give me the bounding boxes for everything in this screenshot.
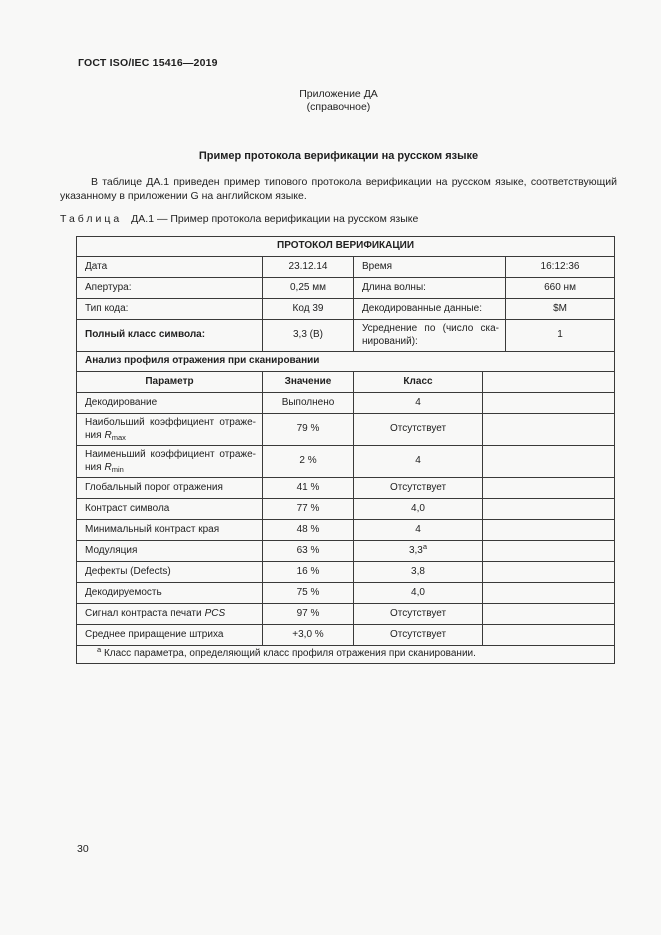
cell-parameter: Дефекты (Defects) [77, 562, 263, 583]
cell-grade: Отсутствует [354, 414, 483, 446]
verification-table [76, 236, 614, 664]
parameter-text: Сигнал контраста печати [85, 607, 202, 619]
cell-empty [483, 499, 615, 520]
subscript-max: max [111, 432, 126, 442]
cell-parameter: Декодирование [77, 393, 263, 414]
parameter-line2: ния [85, 461, 102, 473]
cell-label: Полный класс символа: [77, 320, 263, 352]
label-line2: нирований): [362, 335, 418, 347]
column-header-empty [483, 372, 615, 393]
parameter-line2: ния [85, 429, 102, 441]
cell-empty [483, 393, 615, 414]
cell-value: +3,0 % [263, 625, 354, 646]
table-row [77, 446, 615, 478]
cell-grade: Отсутствует [354, 604, 483, 625]
page-number: 30 [77, 843, 89, 855]
running-header: ГОСТ ISO/IEC 15416—2019 [78, 57, 218, 69]
cell-empty [483, 541, 615, 562]
table-row [77, 520, 615, 541]
column-header-value: Значение [263, 372, 354, 393]
table-row [77, 541, 615, 562]
label-line1: Усреднение по (число ска- [362, 323, 499, 334]
table-row [77, 583, 615, 604]
table-row [77, 499, 615, 520]
superscript-a: a [422, 541, 428, 551]
footnote-superscript-a: a [97, 645, 102, 655]
cell-grade: 4,0 [354, 499, 483, 520]
cell-label: Дата [77, 257, 263, 278]
protocol-info-table [76, 236, 615, 352]
table-caption-text: ДА.1 — Пример протокола верификации на русском языке [131, 213, 419, 225]
column-header-parameter: Параметр [77, 372, 263, 393]
cell-grade: 4 [354, 520, 483, 541]
table-row [77, 478, 615, 499]
cell-grade: 4 [354, 393, 483, 414]
cell-parameter [77, 446, 263, 478]
section-header-row [77, 352, 615, 372]
cell-value: 77 % [263, 499, 354, 520]
scan-analysis-table [76, 351, 615, 664]
cell-label: Апертура: [77, 278, 263, 299]
cell-value: 2 % [263, 446, 354, 478]
annex-heading [60, 88, 617, 114]
cell-value: 97 % [263, 604, 354, 625]
cell-label: Тип кода: [77, 299, 263, 320]
footnote-cell [77, 646, 615, 664]
cell-value: 63 % [263, 541, 354, 562]
table-row [77, 278, 615, 299]
cell-parameter: Минимальный контраст края [77, 520, 263, 541]
column-header-grade: Класс [354, 372, 483, 393]
table-row [77, 320, 615, 352]
table-caption [60, 213, 617, 225]
r-symbol: R [104, 429, 112, 441]
table-title-row [77, 237, 615, 257]
cell-parameter [77, 414, 263, 446]
cell-label [354, 320, 506, 352]
intro-paragraph: В таблице ДА.1 приведен пример типового протокола верификации на русском языке, соответствующий указанному в приложении G на английском языке. [60, 176, 617, 202]
cell-parameter: Декодируемость [77, 583, 263, 604]
cell-label: Время [354, 257, 506, 278]
cell-parameter: Контраст символа [77, 499, 263, 520]
cell-value: 0,25 мм [263, 278, 354, 299]
cell-value: 48 % [263, 520, 354, 541]
table-row [77, 625, 615, 646]
section-header-cell: Анализ профиля отражения при сканировании [77, 352, 615, 372]
cell-value: 3,3 (B) [263, 320, 354, 352]
cell-value: Выполнено [263, 393, 354, 414]
cell-label: Декодированные данные: [354, 299, 506, 320]
table-row [77, 299, 615, 320]
table-row [77, 414, 615, 446]
cell-grade: Отсутствует [354, 478, 483, 499]
cell-empty [483, 478, 615, 499]
cell-parameter: Глобальный порог отражения [77, 478, 263, 499]
cell-value: 1 [506, 320, 615, 352]
cell-value: 23.12.14 [263, 257, 354, 278]
cell-value: 16 % [263, 562, 354, 583]
cell-empty [483, 446, 615, 478]
cell-empty [483, 625, 615, 646]
annex-label: Приложение ДА [299, 88, 378, 100]
parameter-line1: Наименьший коэффициент отраже- [85, 449, 256, 460]
grade-base: 3,3 [408, 544, 423, 556]
cell-empty [483, 583, 615, 604]
cell-empty [483, 414, 615, 446]
cell-value: 16:12:36 [506, 257, 615, 278]
cell-value: Код 39 [263, 299, 354, 320]
cell-grade: Отсутствует [354, 625, 483, 646]
pcs-symbol: PCS [204, 607, 226, 619]
footnote-text: Класс параметра, определяющий класс профиля отражения при сканировании. [103, 648, 476, 660]
parameter-line1: Наибольший коэффициент отраже- [85, 417, 256, 428]
subscript-min: min [111, 464, 124, 474]
footnote-row [77, 646, 615, 664]
cell-grade: 3,8 [354, 562, 483, 583]
cell-parameter [77, 604, 263, 625]
table-title-cell: ПРОТОКОЛ ВЕРИФИКАЦИИ [77, 237, 615, 257]
document-title: Пример протокола верификации на русском языке [198, 150, 479, 162]
table-row [77, 604, 615, 625]
cell-label: Длина волны: [354, 278, 506, 299]
table-row [77, 257, 615, 278]
cell-value: 41 % [263, 478, 354, 499]
cell-parameter: Среднее приращение штриха [77, 625, 263, 646]
cell-value: $M [506, 299, 615, 320]
table-row [77, 393, 615, 414]
table-caption-word: Таблица [60, 213, 123, 225]
cell-empty [483, 562, 615, 583]
column-header-row [77, 372, 615, 393]
r-symbol: R [104, 461, 112, 473]
cell-empty [483, 604, 615, 625]
table-row [77, 562, 615, 583]
cell-grade: 4 [354, 446, 483, 478]
annex-note: (справочное) [306, 101, 371, 113]
cell-grade [354, 541, 483, 562]
cell-grade: 4,0 [354, 583, 483, 604]
cell-value: 660 нм [506, 278, 615, 299]
cell-parameter: Модуляция [77, 541, 263, 562]
cell-empty [483, 520, 615, 541]
cell-value: 79 % [263, 414, 354, 446]
cell-value: 75 % [263, 583, 354, 604]
